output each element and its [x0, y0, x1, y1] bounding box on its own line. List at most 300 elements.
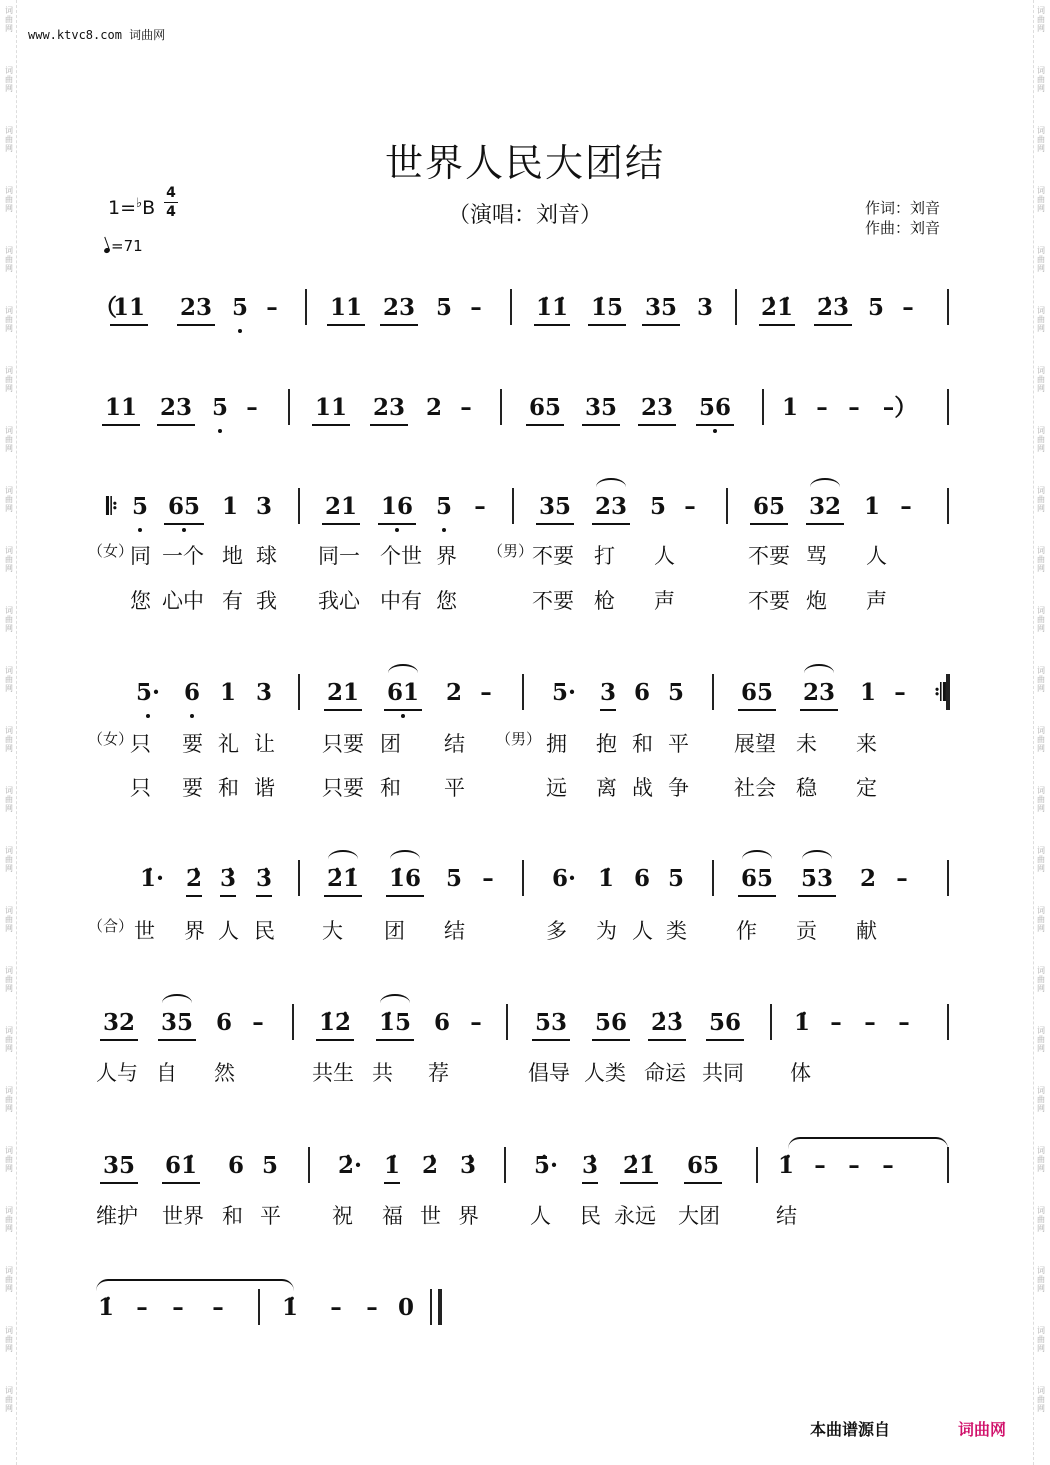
- note: 23: [155, 393, 197, 437]
- lyric: 要: [182, 776, 203, 800]
- note: 1̇5: [374, 1008, 416, 1052]
- barline: [430, 1289, 432, 1325]
- note: –: [266, 294, 278, 321]
- note: 35: [98, 1151, 140, 1195]
- lyric: 界: [458, 1204, 479, 1228]
- time-line: [164, 202, 178, 203]
- lyric: 维护: [96, 1204, 138, 1228]
- barline: [292, 1004, 294, 1040]
- note: 5: [867, 294, 884, 321]
- note: 65: [682, 1151, 724, 1195]
- watermark-text: 词曲网: [1037, 366, 1045, 393]
- score-row: [0, 678, 1050, 722]
- watermark-text: 词曲网: [1037, 66, 1045, 93]
- lyric: 社会: [734, 776, 776, 800]
- note: 5: [435, 294, 452, 321]
- barline: [522, 860, 524, 896]
- note: –: [848, 1152, 860, 1179]
- watermark-text: 词曲网: [1037, 426, 1045, 453]
- watermark-text: 词曲网: [1037, 726, 1045, 753]
- watermark-text: 词曲网: [5, 546, 13, 573]
- lyric: 福: [382, 1204, 403, 1228]
- lyric: 同: [130, 544, 151, 568]
- lyric: 平: [668, 732, 689, 756]
- note: 2̇1̇: [618, 1151, 660, 1195]
- tempo-value: =71: [111, 237, 143, 255]
- barline: [947, 860, 949, 896]
- lyric: 多: [546, 919, 567, 943]
- barline: [298, 674, 300, 710]
- watermark-text: 词曲网: [5, 306, 13, 333]
- barline: [305, 289, 307, 325]
- lyric: 展望: [734, 732, 776, 756]
- note: 5·: [551, 679, 576, 706]
- watermark-text: 词曲网: [1037, 6, 1045, 33]
- watermark-text: 词曲网: [5, 606, 13, 633]
- lyric: 未: [796, 732, 817, 756]
- note: 32: [804, 492, 846, 536]
- note: 1: [221, 493, 238, 520]
- note: 1̇6: [384, 864, 426, 908]
- lyric: 谐: [254, 776, 275, 800]
- note: –: [898, 1009, 910, 1036]
- lyric: 地: [222, 544, 243, 568]
- note: –）: [882, 394, 918, 421]
- note: 11: [310, 393, 352, 437]
- lyric: 荐: [428, 1061, 449, 1085]
- note: 2: [859, 865, 876, 892]
- note: 35: [534, 492, 576, 536]
- watermark-text: 词曲网: [5, 426, 13, 453]
- lyric: 个世: [380, 544, 422, 568]
- watermark-text: 词曲网: [1037, 1326, 1045, 1353]
- low-octave-dot: [138, 528, 142, 532]
- lyric: 声: [866, 589, 887, 613]
- watermark-text: 词曲网: [1037, 306, 1045, 333]
- watermark-text: 词曲网: [1037, 906, 1045, 933]
- lyric: 结: [444, 919, 465, 943]
- note: 5̇·: [533, 1152, 558, 1179]
- barline: [510, 289, 512, 325]
- lyric: 祝: [332, 1204, 353, 1228]
- note: 35: [640, 293, 682, 337]
- note: 56: [590, 1008, 632, 1052]
- time-top: 4: [166, 185, 176, 201]
- slur: [96, 1279, 294, 1291]
- watermark-text: 词曲网: [5, 486, 13, 513]
- lyric: 人: [530, 1204, 551, 1228]
- note: 2̇3̇: [812, 293, 854, 337]
- note: –: [684, 493, 696, 520]
- note: 23: [590, 492, 632, 536]
- lyric: 共: [372, 1061, 393, 1085]
- barline: [947, 389, 949, 425]
- note: 11: [108, 293, 150, 337]
- watermark-text: 词曲网: [1037, 846, 1045, 873]
- barline: [298, 488, 300, 524]
- lyric: 只要: [322, 776, 364, 800]
- note: –: [470, 294, 482, 321]
- note: –: [830, 1009, 842, 1036]
- lyric: 稳: [796, 776, 817, 800]
- barline: [726, 488, 728, 524]
- watermark-text: 词曲网: [1037, 186, 1045, 213]
- note: 23: [175, 293, 217, 337]
- note: 35: [156, 1008, 198, 1052]
- lyric: 平: [260, 1204, 281, 1228]
- tempo-mark: [104, 237, 143, 255]
- slur: [162, 994, 192, 1012]
- note: 56: [694, 393, 736, 437]
- lyric: 倡导: [528, 1061, 570, 1085]
- key-prefix: 1=: [108, 197, 137, 219]
- watermark-text: 词曲网: [5, 1086, 13, 1113]
- note: 2: [425, 394, 442, 421]
- lyricist: 作词：刘音: [865, 199, 941, 217]
- note: 65: [524, 393, 566, 437]
- note: 6: [633, 679, 650, 706]
- note: 1: [859, 679, 876, 706]
- slur: [390, 850, 420, 868]
- low-octave-dot: [218, 429, 222, 433]
- note: 0: [397, 1294, 414, 1321]
- slur: [742, 850, 772, 868]
- lyric: 一个: [162, 544, 204, 568]
- lyric-row: [0, 540, 1050, 584]
- note: 61: [382, 678, 424, 722]
- note: 23: [368, 393, 410, 437]
- watermark-text: 词曲网: [5, 126, 13, 153]
- lyric: 有: [222, 589, 243, 613]
- note: 5: [667, 679, 684, 706]
- lyric: 要: [182, 732, 203, 756]
- lyric: 永远: [614, 1204, 656, 1228]
- watermark-text: 词曲网: [5, 726, 13, 753]
- note: 3: [598, 678, 618, 722]
- watermark-text: 词曲网: [5, 366, 13, 393]
- note: –: [246, 394, 258, 421]
- slur: [388, 664, 418, 682]
- lyric: 礼: [218, 732, 239, 756]
- watermark-text: 词曲网: [5, 186, 13, 213]
- quarter-note-icon: [103, 247, 110, 254]
- score-row: [0, 1293, 1050, 1337]
- watermark-text: 词曲网: [1037, 966, 1045, 993]
- watermark-text: 词曲网: [1037, 1266, 1045, 1293]
- note: 11: [325, 293, 367, 337]
- lyric: 远: [546, 776, 567, 800]
- note: –: [474, 493, 486, 520]
- lyric: 然: [214, 1061, 235, 1085]
- lyric: （女）: [88, 542, 134, 560]
- note: 2̇1̇: [757, 293, 797, 337]
- low-octave-dot: [713, 429, 717, 433]
- lyric: 作: [736, 919, 757, 943]
- time-signature: [164, 185, 178, 220]
- score-row: [0, 393, 1050, 437]
- note: –: [172, 1294, 184, 1321]
- slur: [802, 850, 832, 868]
- note: –: [252, 1009, 264, 1036]
- lyric: 和: [218, 776, 239, 800]
- lyric: 界: [184, 919, 205, 943]
- lyric: 让: [254, 732, 275, 756]
- lyric: （女）: [88, 730, 134, 748]
- barline: [946, 674, 950, 710]
- note: 16: [376, 492, 418, 536]
- note: 1: [219, 679, 236, 706]
- lyric: 中有: [380, 589, 422, 613]
- note: 6: [633, 865, 650, 892]
- key-note: B: [142, 197, 156, 219]
- watermark-text: 词曲网: [5, 1146, 13, 1173]
- lyric: 不要: [532, 589, 574, 613]
- lyric: 不要: [532, 544, 574, 568]
- lyric: 枪: [594, 589, 615, 613]
- watermark-text: 词曲网: [1037, 1386, 1045, 1413]
- watermark-text: 词曲网: [5, 1386, 13, 1413]
- lyric: 定: [856, 776, 877, 800]
- watermark-text: 词曲网: [1037, 486, 1045, 513]
- note: –: [816, 394, 828, 421]
- lyric: 共生: [312, 1061, 354, 1085]
- lyric: 结: [776, 1204, 797, 1228]
- lyric: 贡: [796, 919, 817, 943]
- lyric: 命运: [644, 1061, 686, 1085]
- slur: [328, 850, 358, 868]
- note: 5: [445, 865, 462, 892]
- note: 1̇: [597, 865, 614, 892]
- note: 3̇: [254, 864, 274, 908]
- lyric-row: [0, 1200, 1050, 1244]
- note: –: [470, 1009, 482, 1036]
- score-row: [0, 293, 1050, 337]
- credits: [865, 198, 940, 238]
- lyric-row: [0, 728, 1050, 772]
- watermark-text: 词曲网: [1037, 246, 1045, 273]
- watermark-text: 词曲网: [1037, 1086, 1045, 1113]
- low-octave-dot: [238, 329, 242, 333]
- note: 11: [100, 393, 142, 437]
- lyric: 人类: [584, 1061, 626, 1085]
- slur: [804, 664, 834, 682]
- note: 1̇: [281, 1294, 298, 1321]
- lyric: 和: [632, 732, 653, 756]
- score-row: [0, 864, 1050, 908]
- footer-brand: 词曲网: [958, 1420, 1007, 1439]
- note: –: [848, 394, 860, 421]
- note: 1: [863, 493, 880, 520]
- note: 5: [130, 492, 150, 536]
- lyric: 为: [596, 919, 617, 943]
- lyric-row: [0, 772, 1050, 816]
- note: 6·: [551, 865, 576, 892]
- note: 65: [736, 678, 778, 722]
- low-octave-dot: [401, 714, 405, 718]
- barline: [308, 1147, 310, 1183]
- lyric: 只: [130, 776, 151, 800]
- lyric: 只: [130, 732, 151, 756]
- note: 3̇: [580, 1151, 600, 1195]
- note: –: [212, 1294, 224, 1321]
- barline: [288, 389, 290, 425]
- lyric: 献: [856, 919, 877, 943]
- note: 32: [98, 1008, 140, 1052]
- note: 61̇: [160, 1151, 202, 1195]
- watermark-text: 词曲网: [5, 6, 13, 33]
- lyric: 和: [380, 776, 401, 800]
- note: 𝄇: [934, 679, 946, 706]
- watermark-text: 词曲网: [5, 1326, 13, 1353]
- note: 5: [649, 493, 666, 520]
- note: –: [136, 1294, 148, 1321]
- note: 2̇: [184, 864, 204, 908]
- note: 2: [445, 679, 462, 706]
- low-octave-dot: [395, 528, 399, 532]
- note: –: [902, 294, 914, 321]
- note: 𝄆: [106, 493, 118, 520]
- lyric: 世: [134, 919, 155, 943]
- lyric: 声: [654, 589, 675, 613]
- barline: [258, 1289, 260, 1325]
- lyric: 平: [444, 776, 465, 800]
- watermark-text: 词曲网: [5, 1206, 13, 1233]
- note: 1̇·: [139, 865, 164, 892]
- note: 23: [798, 678, 840, 722]
- composer: 作曲：刘音: [865, 219, 941, 237]
- note: 3: [696, 294, 713, 321]
- note: 1̇: [793, 1009, 810, 1036]
- lyric: 人: [866, 544, 887, 568]
- note: 5: [210, 393, 230, 437]
- barline: [438, 1289, 442, 1325]
- note: 6: [433, 1009, 450, 1036]
- barline: [298, 860, 300, 896]
- lyric: 我: [256, 589, 277, 613]
- lyric: 和: [222, 1204, 243, 1228]
- lyric: 人: [654, 544, 675, 568]
- note: –: [882, 1152, 894, 1179]
- note: 1̇2̇: [314, 1008, 356, 1052]
- watermark-text: 词曲网: [1037, 1026, 1045, 1053]
- note: –: [330, 1294, 342, 1321]
- note: 2̇: [421, 1152, 438, 1179]
- low-octave-dot: [442, 528, 446, 532]
- note: 5: [230, 293, 250, 337]
- barline: [712, 860, 714, 896]
- lyric-row: [0, 1057, 1050, 1101]
- lyric: 离: [596, 776, 617, 800]
- watermark-text: 词曲网: [1037, 786, 1045, 813]
- note: 65: [748, 492, 790, 536]
- watermark-text: 词曲网: [5, 906, 13, 933]
- note: 35: [580, 393, 622, 437]
- lyric-row: [0, 915, 1050, 959]
- barline: [770, 1004, 772, 1040]
- note: 3: [255, 679, 272, 706]
- barline: [735, 289, 737, 325]
- barline: [947, 1147, 949, 1183]
- lyric: 不要: [748, 544, 790, 568]
- slur: [788, 1137, 948, 1149]
- note: 3: [255, 493, 272, 520]
- note: 3̇: [218, 864, 238, 908]
- note: –: [864, 1009, 876, 1036]
- lyric: 我心: [318, 589, 360, 613]
- note: 3̇: [459, 1152, 476, 1179]
- lyric: （男）: [496, 730, 542, 748]
- low-octave-dot: [182, 528, 186, 532]
- note: –: [460, 394, 472, 421]
- lyric: 结: [444, 732, 465, 756]
- barline: [522, 674, 524, 710]
- slur: [810, 478, 840, 496]
- barline: [506, 1004, 508, 1040]
- lyric: 自: [156, 1061, 177, 1085]
- low-octave-dot: [146, 714, 150, 718]
- lyric: 打: [594, 544, 615, 568]
- lyric: 抱: [596, 732, 617, 756]
- note: 1̇: [777, 1152, 794, 1179]
- lyric: 团: [384, 919, 405, 943]
- barline: [512, 488, 514, 524]
- lyric: 民: [254, 919, 275, 943]
- note: –: [894, 679, 906, 706]
- slur: [380, 994, 410, 1012]
- watermark-text: 词曲网: [5, 786, 13, 813]
- lyric: 战: [632, 776, 653, 800]
- watermark-text: 词曲网: [5, 246, 13, 273]
- barline: [947, 488, 949, 524]
- song-title: 世界人民大团结: [384, 141, 665, 185]
- lyric: 团: [380, 732, 401, 756]
- lyric: 人与: [96, 1061, 138, 1085]
- note: –: [814, 1152, 826, 1179]
- watermark-text: 词曲网: [1037, 666, 1045, 693]
- lyric: 体: [790, 1061, 811, 1085]
- lyric: 骂: [806, 544, 827, 568]
- note: 1̇1̇: [532, 293, 572, 337]
- note: 5: [434, 492, 454, 536]
- note: 1̇: [382, 1151, 402, 1195]
- note: 65: [162, 492, 206, 536]
- lyric: 民: [580, 1204, 601, 1228]
- note: 5: [261, 1152, 278, 1179]
- lyric: 共同: [702, 1061, 744, 1085]
- lyric: 大: [322, 919, 343, 943]
- lyric: 同一: [318, 544, 360, 568]
- time-bottom: 4: [166, 204, 176, 220]
- note: 53: [796, 864, 838, 908]
- lyric: 人: [632, 919, 653, 943]
- lyric: 界: [436, 544, 457, 568]
- note: 1̇5: [586, 293, 628, 337]
- note: 2̇·: [337, 1152, 362, 1179]
- note: 6: [215, 1009, 232, 1036]
- barline: [947, 289, 949, 325]
- slur: [596, 478, 626, 496]
- key-signature: [108, 196, 155, 219]
- score-row: [0, 1151, 1050, 1195]
- score-row: [0, 1008, 1050, 1052]
- note: 65: [736, 864, 778, 908]
- barline: [500, 389, 502, 425]
- barline: [947, 1004, 949, 1040]
- lyric: （男）: [488, 542, 534, 560]
- note: 2̇3̇: [646, 1008, 688, 1052]
- flat-sign: ♭: [136, 196, 143, 211]
- watermark-text: 词曲网: [5, 666, 13, 693]
